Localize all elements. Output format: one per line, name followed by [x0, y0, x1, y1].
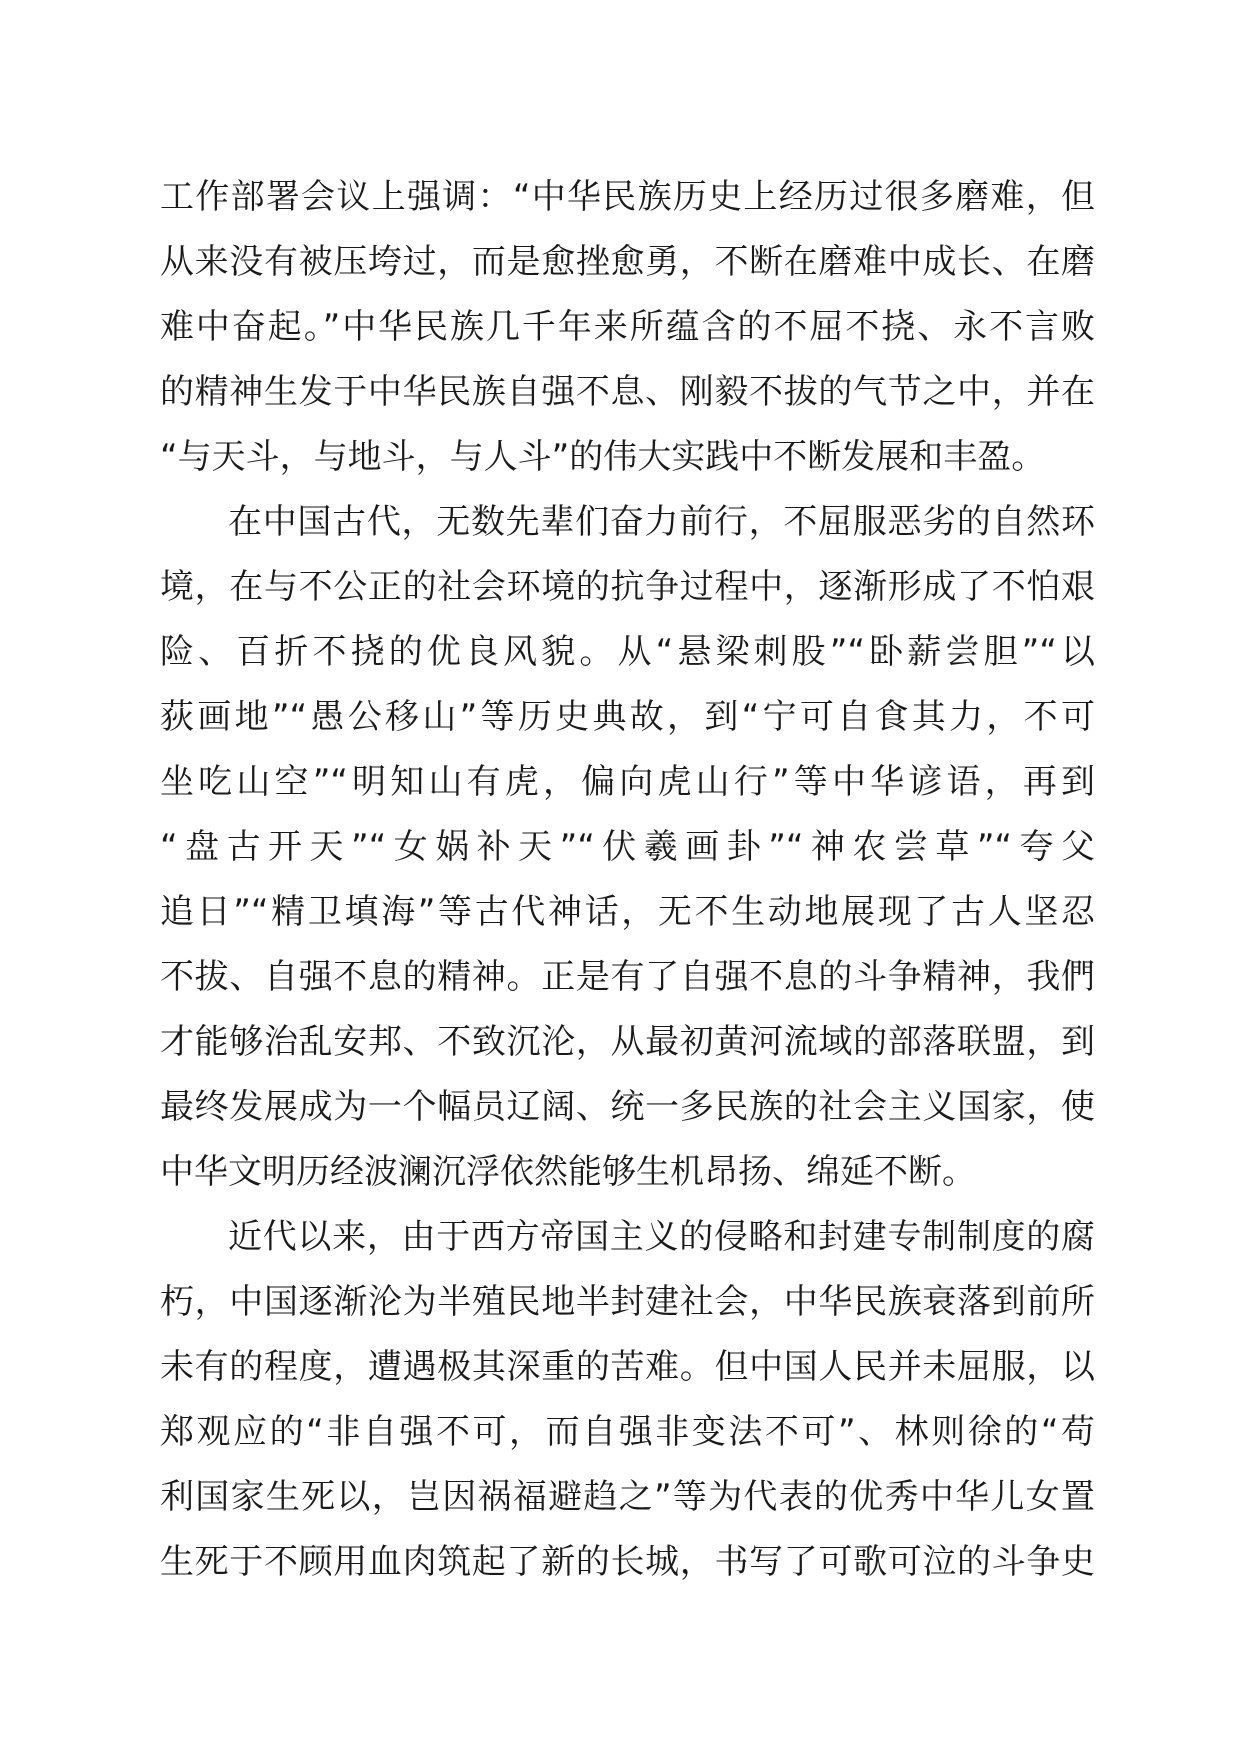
text-line: 从来没有被压垮过，而是愈挫愈勇，不断在磨难中成长、在磨	[160, 242, 1095, 282]
text-line: 利国家生死以，岂因祸福避趋之”等为代表的优秀中华儿女置	[160, 1477, 1095, 1517]
text-line: 坐吃山空”“明知山有虎，偏向虎山行”等中华谚语，再到	[160, 762, 1095, 802]
text-line: 近代以来，由于西方帝国主义的侵略和封建专制制度的腐	[228, 1217, 1095, 1257]
text-line: 工作部署会议上强调：“中华民族历史上经历过很多磨难，但	[160, 177, 1095, 217]
text-line: 追日”“精卫填海”等古代神话，无不生动地展现了古人坚忍	[160, 892, 1095, 932]
text-line: 生死于不顾用血肉筑起了新的长城，书写了可歌可泣的斗争史	[160, 1542, 1095, 1582]
text-line: 才能够治乱安邦、不致沉沦，从最初黄河流域的部落联盟，到	[160, 1022, 1095, 1062]
text-line: 在中国古代，无数先辈们奋力前行，不屈服恶劣的自然环	[228, 502, 1095, 542]
document-body	[160, 165, 1095, 1595]
paragraph-2	[160, 490, 1095, 1205]
paragraph-1	[160, 165, 1095, 490]
text-line: 未有的程度，遭遇极其深重的苦难。但中国人民并未屈服，以	[160, 1347, 1095, 1387]
text-line: 境，在与不公正的社会环境的抗争过程中，逐渐形成了不怕艰	[160, 567, 1095, 607]
text-line: 最终发展成为一个幅员辽阔、统一多民族的社会主义国家，使	[160, 1087, 1095, 1127]
text-line: “与天斗，与地斗，与人斗”的伟大实践中不断发展和丰盈。	[160, 437, 1046, 477]
text-line: 中华文明历经波澜沉浮依然能够生机昂扬、绵延不断。	[160, 1152, 976, 1192]
text-line: 不拔、自强不息的精神。正是有了自强不息的斗争精神，我們	[160, 957, 1095, 997]
text-line: 郑观应的“非自强不可，而自强非变法不可”、林则徐的“苟	[160, 1412, 1095, 1452]
paragraph-3	[160, 1205, 1095, 1595]
text-line: “盘古开天”“女娲补天”“伏羲画卦”“神农尝草”“夸父	[160, 827, 1095, 867]
text-line: 难中奋起。”中华民族几千年来所蕴含的不屈不挠、永不言败	[160, 307, 1095, 347]
text-line: 的精神生发于中华民族自强不息、刚毅不拔的气节之中，并在	[160, 372, 1095, 412]
text-line: 朽，中国逐渐沦为半殖民地半封建社会，中华民族衰落到前所	[160, 1282, 1095, 1322]
text-line: 险、百折不挠的优良风貌。从“悬梁刺股”“卧薪尝胆”“以	[160, 632, 1095, 672]
text-line: 荻画地”“愚公移山”等历史典故，到“宁可自食其力，不可	[160, 697, 1095, 737]
